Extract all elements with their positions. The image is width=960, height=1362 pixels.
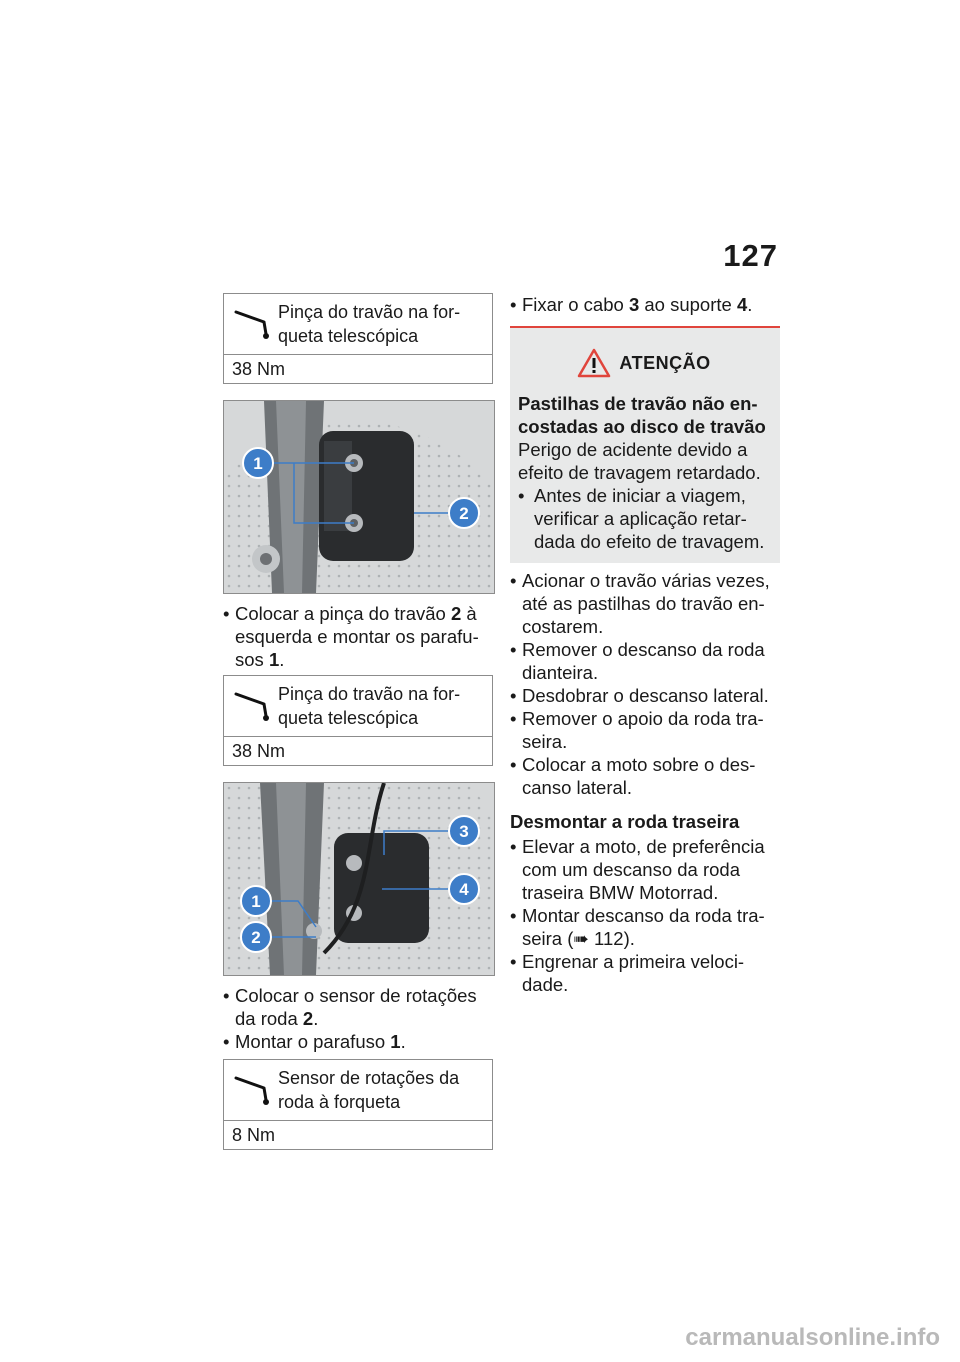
list-item: • Acionar o travão várias vezes, até as pastilhas do travão en-costarem. bbox=[510, 569, 780, 638]
instruction-list-top bbox=[510, 293, 780, 316]
list-item: • Colocar a moto sobre o des-canso lateral. bbox=[510, 753, 780, 799]
list-item: • Remover o descanso da roda dianteira. bbox=[510, 638, 780, 684]
brake-caliper-photo-1 bbox=[223, 400, 495, 594]
callout-label: 4 bbox=[459, 880, 469, 899]
list-item: • Antes de iniciar a viagem, verificar a aplicação retar-dada do efeito de travagem. bbox=[518, 484, 770, 553]
callout-label: 2 bbox=[251, 928, 261, 947]
warning-body: Perigo de acidente devido a efeito de travagem retardado. bbox=[518, 439, 761, 483]
torque-wrench-icon bbox=[230, 300, 276, 340]
section-heading: Desmontar a roda traseira bbox=[510, 811, 740, 832]
torque-table-1 bbox=[223, 293, 493, 384]
page-reference[interactable]: 112 bbox=[588, 928, 624, 949]
right-column bbox=[510, 293, 780, 996]
warning-box bbox=[510, 326, 780, 563]
callout-label: 1 bbox=[251, 892, 261, 911]
list-item: • Remover o apoio da roda tra-seira. bbox=[510, 707, 780, 753]
callout-label: 1 bbox=[253, 454, 263, 473]
torque-table-2 bbox=[223, 675, 493, 766]
torque-value: 8 Nm bbox=[224, 1120, 492, 1149]
list-item: • Desdobrar o descanso lateral. bbox=[510, 684, 780, 707]
list-item: • Fixar o cabo 3 ao suporte 4. bbox=[510, 293, 780, 316]
instruction-list-1 bbox=[223, 602, 493, 671]
list-item: • Montar o parafuso 1. bbox=[223, 1030, 493, 1053]
warning-title: Pastilhas de travão não en-costadas ao disco de travão bbox=[518, 393, 766, 437]
torque-value: 38 Nm bbox=[224, 354, 492, 383]
page-ref-arrow-icon: ➠ bbox=[573, 928, 589, 949]
torque-description: Pinça do travão na for-queta telescópica bbox=[278, 684, 461, 728]
list-item: • Montar descanso da roda tra-seira (➠ 112). bbox=[510, 904, 780, 950]
torque-wrench-icon bbox=[230, 682, 276, 722]
callout-label: 3 bbox=[459, 822, 469, 841]
watermark: carmanualsonline.info bbox=[685, 1324, 940, 1351]
list-item: • Engrenar a primeira veloci-dade. bbox=[510, 950, 780, 996]
torque-wrench-icon bbox=[230, 1066, 276, 1106]
list-item: • Elevar a moto, de preferência com um descanso da roda traseira BMW Motorrad. bbox=[510, 835, 780, 904]
torque-description: Pinça do travão na for-queta telescópica bbox=[278, 302, 461, 346]
torque-table-3 bbox=[223, 1059, 493, 1150]
page-number: 127 bbox=[723, 238, 778, 273]
list-item: • Colocar o sensor de rotações da roda 2. bbox=[223, 984, 493, 1030]
instruction-list-a bbox=[510, 569, 780, 799]
callout-label: 2 bbox=[459, 504, 469, 523]
instruction-list-b bbox=[510, 835, 780, 996]
warning-triangle-icon bbox=[577, 348, 611, 378]
torque-value: 38 Nm bbox=[224, 736, 492, 765]
instruction-list-2 bbox=[223, 984, 493, 1053]
left-column bbox=[223, 293, 493, 1150]
wheel-sensor-photo-2 bbox=[223, 782, 495, 976]
warning-label: ATENÇÃO bbox=[619, 352, 711, 373]
warning-list bbox=[518, 484, 770, 553]
torque-description: Sensor de rotações da roda à forqueta bbox=[278, 1068, 460, 1112]
list-item: • Colocar a pinça do travão 2 à esquerda e montar os parafu-sos 1. bbox=[223, 602, 493, 671]
